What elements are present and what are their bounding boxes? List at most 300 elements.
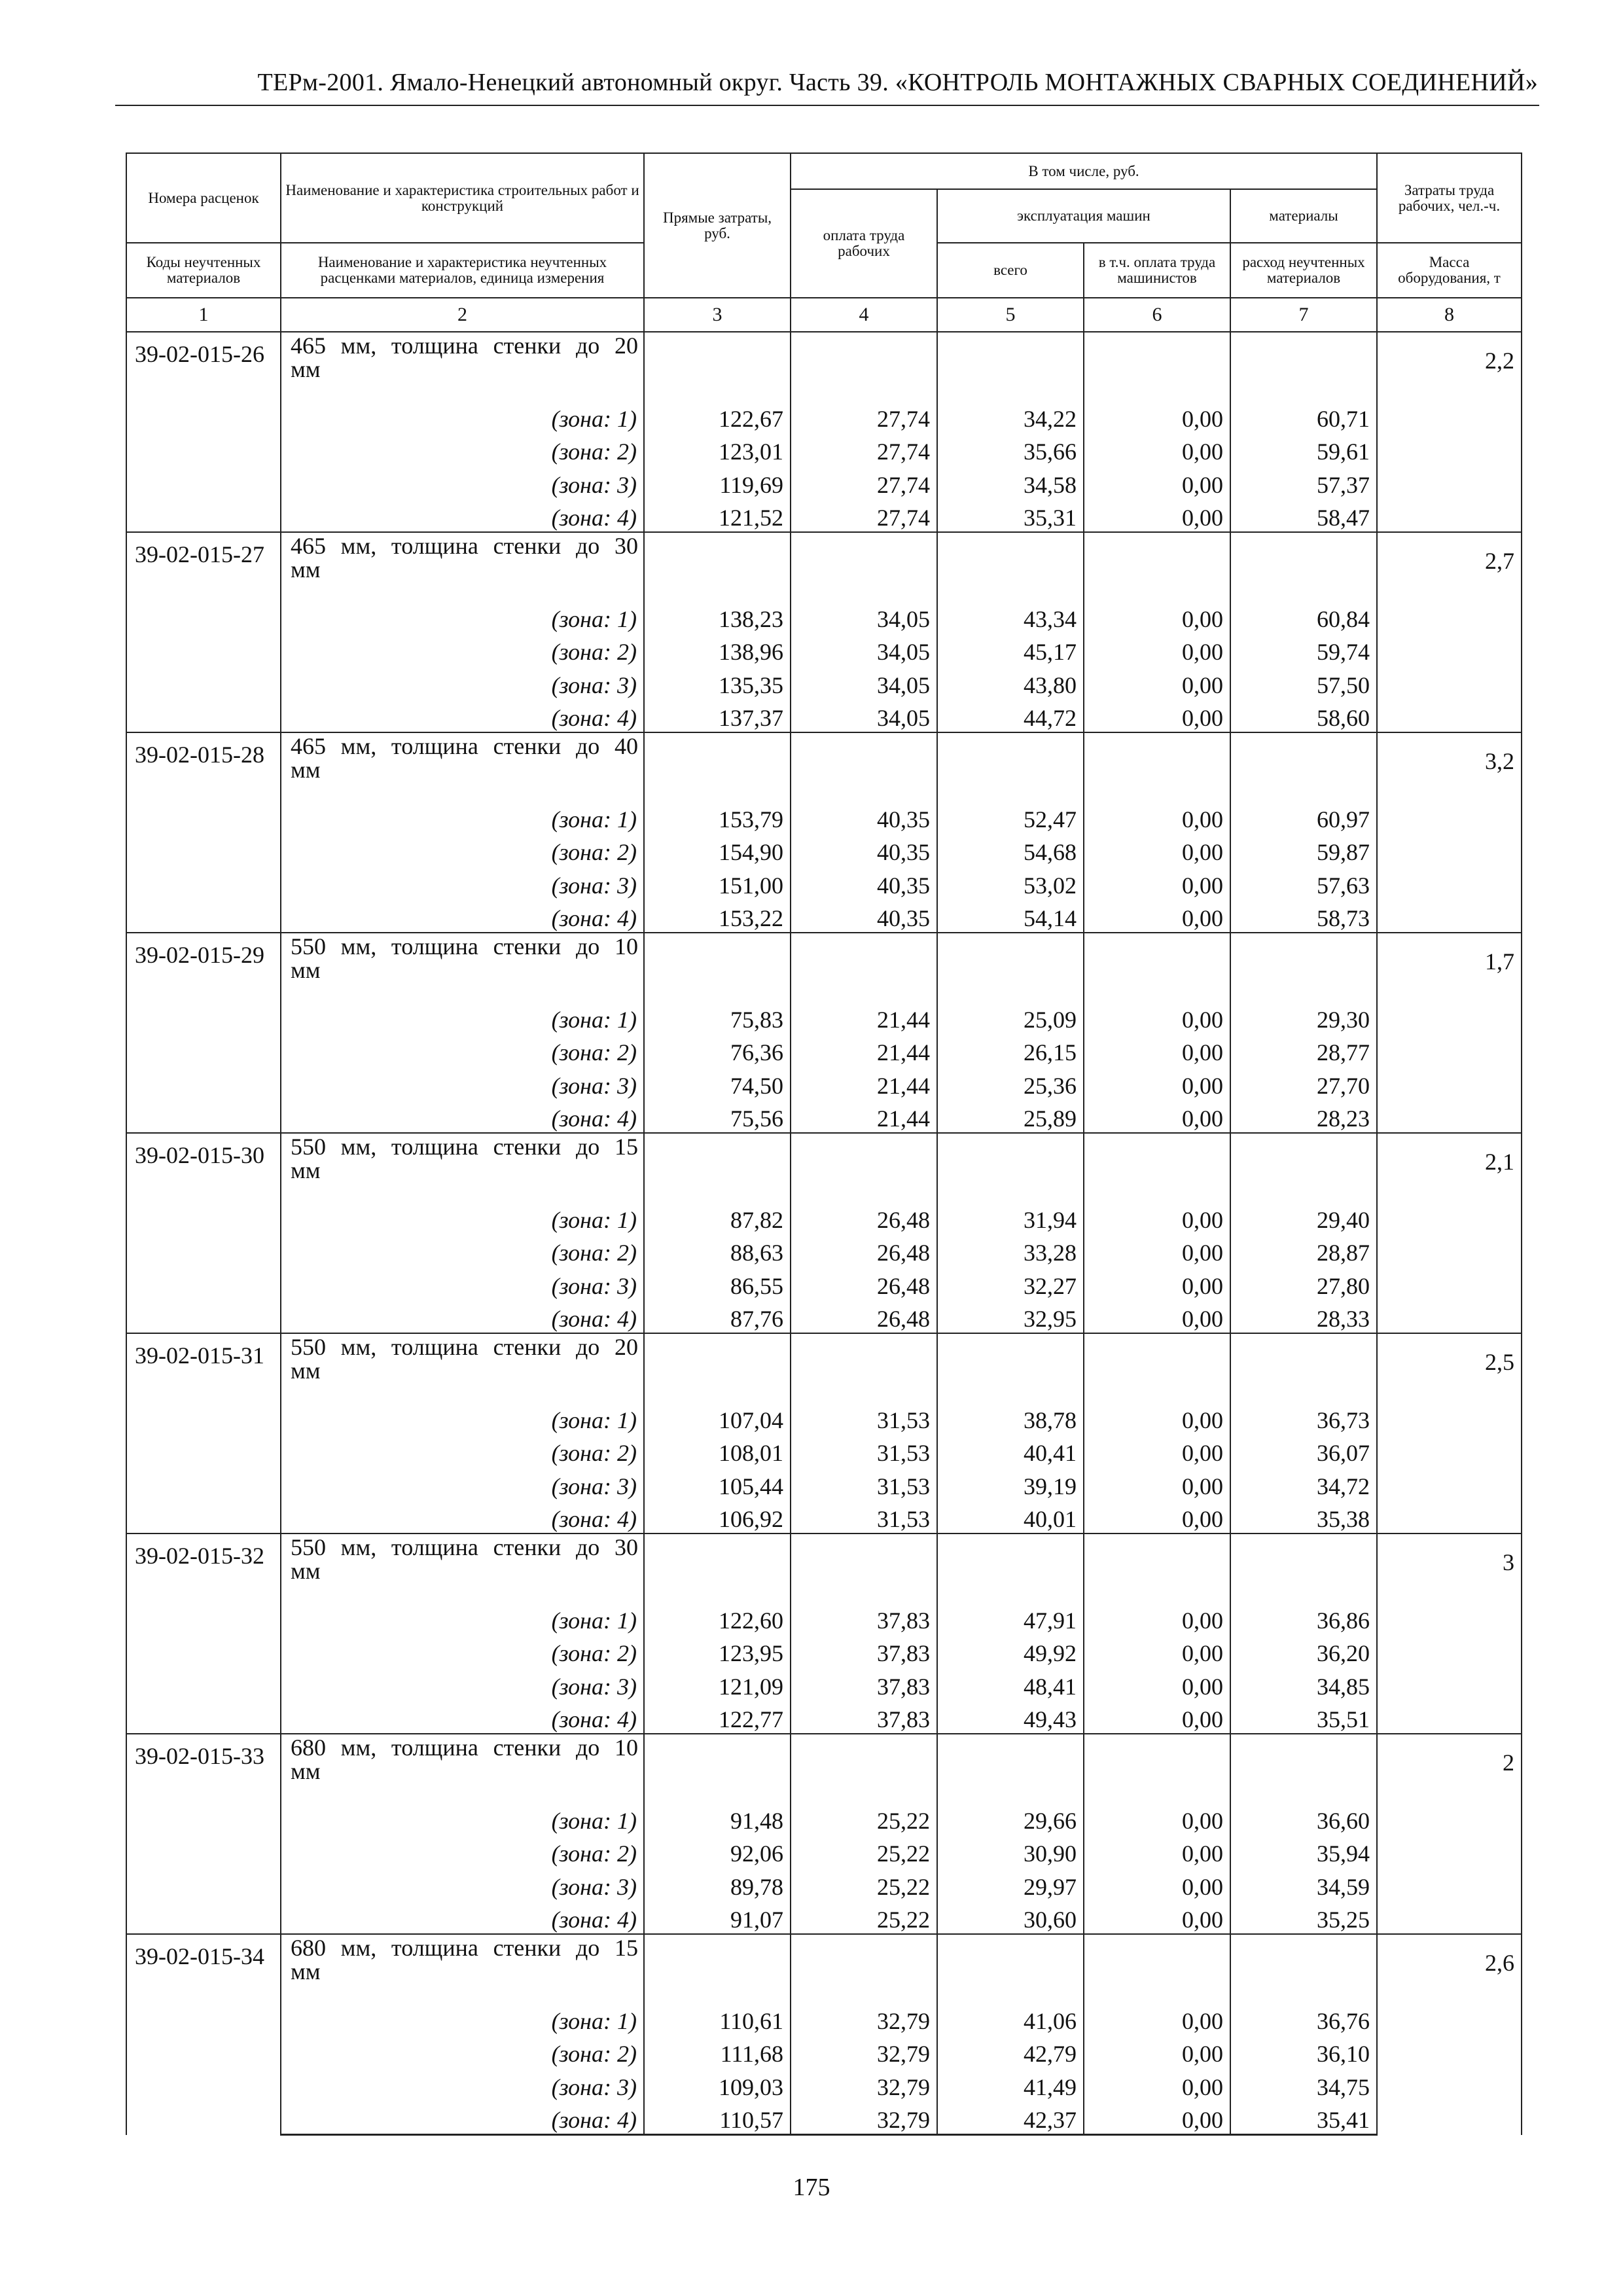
direct-costs-value: 106,92 xyxy=(644,1500,791,1534)
direct-costs-value: 91,07 xyxy=(644,1901,791,1935)
page-number: 175 xyxy=(793,2174,830,2201)
zone-label: (зона: 3) xyxy=(281,2068,644,2101)
empty-cell xyxy=(791,1934,937,2001)
direct-costs-value: 92,06 xyxy=(644,1835,791,1868)
direct-costs-value: 110,61 xyxy=(644,2001,791,2035)
table-body xyxy=(126,332,1522,2135)
zone-label: (зона: 1) xyxy=(281,2001,644,2035)
materials-value: 27,70 xyxy=(1230,1066,1377,1100)
materials-value: 60,97 xyxy=(1230,800,1377,833)
machines-total-value: 31,94 xyxy=(937,1200,1084,1234)
operator-wages-value: 0,00 xyxy=(1084,1200,1230,1234)
worker-wages-value: 32,79 xyxy=(791,2001,937,2035)
operator-wages-value: 0,00 xyxy=(1084,1867,1230,1901)
zone-label: (зона: 1) xyxy=(281,800,644,833)
operator-wages-value: 0,00 xyxy=(1084,2068,1230,2101)
direct-costs-value: 153,22 xyxy=(644,899,791,933)
work-description xyxy=(281,1734,644,1801)
zone-row xyxy=(126,499,1522,533)
machines-total-value: 43,34 xyxy=(937,600,1084,633)
worker-wages-value: 34,05 xyxy=(791,633,937,666)
empty-cell xyxy=(1230,532,1377,600)
operator-wages-value: 0,00 xyxy=(1084,899,1230,933)
worker-wages-value: 34,05 xyxy=(791,666,937,699)
empty-cell xyxy=(644,532,791,600)
machines-total-value: 29,66 xyxy=(937,1801,1084,1835)
zone-label: (зона: 3) xyxy=(281,866,644,899)
rate-entry-row xyxy=(126,1734,1522,1801)
direct-costs-value: 122,60 xyxy=(644,1601,791,1634)
zone-label: (зона: 3) xyxy=(281,1266,644,1300)
worker-wages-value: 21,44 xyxy=(791,1066,937,1100)
zone-label: (зона: 2) xyxy=(281,833,644,867)
machines-total-value: 47,91 xyxy=(937,1601,1084,1634)
zone-label: (зона: 1) xyxy=(281,1401,644,1434)
empty-cell xyxy=(644,1133,791,1200)
zone-row xyxy=(126,1601,1522,1634)
zone-row xyxy=(126,2035,1522,2068)
materials-value: 28,87 xyxy=(1230,1234,1377,1267)
materials-value: 36,20 xyxy=(1230,1634,1377,1668)
labor-cost-value: 3 xyxy=(1377,1534,1522,1734)
worker-wages-value: 37,83 xyxy=(791,1601,937,1634)
work-description xyxy=(281,1934,644,2001)
operator-wages-value: 0,00 xyxy=(1084,1700,1230,1734)
zone-row xyxy=(126,1200,1522,1234)
direct-costs-value: 138,96 xyxy=(644,633,791,666)
header-material-codes: Коды неучтенных материалов xyxy=(126,243,281,298)
materials-value: 36,10 xyxy=(1230,2035,1377,2068)
zone-label: (зона: 2) xyxy=(281,1434,644,1467)
zone-row xyxy=(126,800,1522,833)
operator-wages-value: 0,00 xyxy=(1084,866,1230,899)
work-description-unit: мм xyxy=(291,757,321,783)
zone-label: (зона: 2) xyxy=(281,2035,644,2068)
operator-wages-value: 0,00 xyxy=(1084,600,1230,633)
direct-costs-value: 105,44 xyxy=(644,1467,791,1500)
worker-wages-value: 26,48 xyxy=(791,1266,937,1300)
work-description xyxy=(281,332,644,399)
machines-total-value: 48,41 xyxy=(937,1667,1084,1700)
empty-cell xyxy=(937,1734,1084,1801)
zone-row xyxy=(126,666,1522,699)
empty-cell xyxy=(937,532,1084,600)
machines-total-value: 42,79 xyxy=(937,2035,1084,2068)
header-operator-wages: в т.ч. оплата труда машинистов xyxy=(1084,243,1230,298)
machines-total-value: 49,92 xyxy=(937,1634,1084,1668)
work-description xyxy=(281,1133,644,1200)
machines-total-value: 43,80 xyxy=(937,666,1084,699)
rate-code: 39-02-015-33 xyxy=(126,1734,281,1934)
work-description-line: 550 мм, толщина стенки до 10 xyxy=(291,933,638,960)
labor-cost-value: 2 xyxy=(1377,1734,1522,1934)
materials-value: 36,60 xyxy=(1230,1801,1377,1835)
rate-entry-row xyxy=(126,1934,1522,2001)
empty-cell xyxy=(791,532,937,600)
materials-value: 36,76 xyxy=(1230,2001,1377,2035)
zone-label: (зона: 1) xyxy=(281,600,644,633)
work-description-unit: мм xyxy=(291,1157,321,1183)
direct-costs-value: 88,63 xyxy=(644,1234,791,1267)
zone-row xyxy=(126,1100,1522,1134)
labor-cost-value: 2,5 xyxy=(1377,1333,1522,1534)
labor-cost-value: 2,1 xyxy=(1377,1133,1522,1333)
direct-costs-value: 151,00 xyxy=(644,866,791,899)
zone-label: (зона: 1) xyxy=(281,1000,644,1033)
zone-row xyxy=(126,1000,1522,1033)
machines-total-value: 35,31 xyxy=(937,499,1084,533)
zone-label: (зона: 2) xyxy=(281,1835,644,1868)
rate-code: 39-02-015-26 xyxy=(126,332,281,532)
empty-cell xyxy=(644,1333,791,1401)
direct-costs-value: 107,04 xyxy=(644,1401,791,1434)
zone-row xyxy=(126,399,1522,433)
empty-cell xyxy=(937,933,1084,1000)
materials-value: 35,51 xyxy=(1230,1700,1377,1734)
worker-wages-value: 27,74 xyxy=(791,433,937,466)
empty-cell xyxy=(644,332,791,399)
operator-wages-value: 0,00 xyxy=(1084,1601,1230,1634)
zone-row xyxy=(126,833,1522,867)
operator-wages-value: 0,00 xyxy=(1084,2101,1230,2135)
rate-entry-row xyxy=(126,1133,1522,1200)
header-material-names: Наименование и характеристика неучтенных расценками материалов, единица измерения xyxy=(281,243,644,298)
work-description-line: 465 мм, толщина стенки до 40 xyxy=(291,733,638,759)
zone-row xyxy=(126,1667,1522,1700)
machines-total-value: 34,58 xyxy=(937,465,1084,499)
zone-row xyxy=(126,1901,1522,1935)
rate-entry-row xyxy=(126,732,1522,800)
column-number: 6 xyxy=(1084,298,1230,332)
direct-costs-value: 119,69 xyxy=(644,465,791,499)
operator-wages-value: 0,00 xyxy=(1084,633,1230,666)
machines-total-value: 26,15 xyxy=(937,1033,1084,1067)
direct-costs-value: 123,95 xyxy=(644,1634,791,1668)
operator-wages-value: 0,00 xyxy=(1084,1100,1230,1134)
zone-label: (зона: 3) xyxy=(281,666,644,699)
zone-row xyxy=(126,2101,1522,2135)
empty-cell xyxy=(1084,1734,1230,1801)
rate-entry-row xyxy=(126,332,1522,399)
materials-value: 57,50 xyxy=(1230,666,1377,699)
zone-label: (зона: 3) xyxy=(281,1867,644,1901)
zone-label: (зона: 1) xyxy=(281,1200,644,1234)
direct-costs-value: 108,01 xyxy=(644,1434,791,1467)
zone-row xyxy=(126,600,1522,633)
work-description xyxy=(281,732,644,800)
header-labor-costs: Затраты труда рабочих, чел.-ч. xyxy=(1377,153,1522,243)
materials-value: 36,86 xyxy=(1230,1601,1377,1634)
empty-cell xyxy=(1230,1934,1377,2001)
price-table xyxy=(126,152,1522,2136)
work-description xyxy=(281,933,644,1000)
empty-cell xyxy=(937,1333,1084,1401)
operator-wages-value: 0,00 xyxy=(1084,399,1230,433)
column-number: 4 xyxy=(791,298,937,332)
labor-cost-value: 3,2 xyxy=(1377,732,1522,933)
empty-cell xyxy=(937,1133,1084,1200)
zone-row xyxy=(126,2068,1522,2101)
zone-label: (зона: 4) xyxy=(281,1700,644,1734)
operator-wages-value: 0,00 xyxy=(1084,1266,1230,1300)
zone-label: (зона: 4) xyxy=(281,699,644,733)
worker-wages-value: 21,44 xyxy=(791,1033,937,1067)
machines-total-value: 34,22 xyxy=(937,399,1084,433)
machines-total-value: 25,09 xyxy=(937,1000,1084,1033)
direct-costs-value: 87,76 xyxy=(644,1300,791,1334)
empty-cell xyxy=(791,1734,937,1801)
zone-row xyxy=(126,1801,1522,1835)
materials-value: 58,47 xyxy=(1230,499,1377,533)
materials-value: 36,07 xyxy=(1230,1434,1377,1467)
work-description-unit: мм xyxy=(291,1558,321,1584)
empty-cell xyxy=(1084,532,1230,600)
operator-wages-value: 0,00 xyxy=(1084,699,1230,733)
direct-costs-value: 121,52 xyxy=(644,499,791,533)
direct-costs-value: 137,37 xyxy=(644,699,791,733)
machines-total-value: 44,72 xyxy=(937,699,1084,733)
machines-total-value: 32,27 xyxy=(937,1266,1084,1300)
materials-value: 59,74 xyxy=(1230,633,1377,666)
direct-costs-value: 75,83 xyxy=(644,1000,791,1033)
operator-wages-value: 0,00 xyxy=(1084,833,1230,867)
labor-cost-value: 1,7 xyxy=(1377,933,1522,1133)
zone-label: (зона: 3) xyxy=(281,1467,644,1500)
empty-cell xyxy=(1084,1934,1230,2001)
header-materials: материалы xyxy=(1230,189,1377,243)
worker-wages-value: 40,35 xyxy=(791,866,937,899)
empty-cell xyxy=(1084,1534,1230,1601)
empty-cell xyxy=(1230,332,1377,399)
work-description-line: 680 мм, толщина стенки до 15 xyxy=(291,1935,638,1961)
materials-value: 34,59 xyxy=(1230,1867,1377,1901)
worker-wages-value: 25,22 xyxy=(791,1835,937,1868)
empty-cell xyxy=(1230,1333,1377,1401)
table-header xyxy=(126,153,1522,332)
worker-wages-value: 21,44 xyxy=(791,1100,937,1134)
direct-costs-value: 122,77 xyxy=(644,1700,791,1734)
column-number: 5 xyxy=(937,298,1084,332)
work-description-line: 465 мм, толщина стенки до 20 xyxy=(291,332,638,359)
zone-label: (зона: 2) xyxy=(281,1634,644,1668)
rate-code: 39-02-015-31 xyxy=(126,1333,281,1534)
operator-wages-value: 0,00 xyxy=(1084,1500,1230,1534)
worker-wages-value: 26,48 xyxy=(791,1234,937,1267)
direct-costs-value: 122,67 xyxy=(644,399,791,433)
materials-value: 34,75 xyxy=(1230,2068,1377,2101)
zone-row xyxy=(126,1434,1522,1467)
header-machine-operation: эксплуатация машин xyxy=(937,189,1230,243)
zone-row xyxy=(126,1234,1522,1267)
running-header-title: ТЕРм-2001. Ямало-Ненецкий автономный округ. Часть 39. «КОНТРОЛЬ МОНТАЖНЫХ СВАРНЫХ СОЕДИНЕНИЙ» xyxy=(257,69,1538,96)
worker-wages-value: 31,53 xyxy=(791,1401,937,1434)
machines-total-value: 53,02 xyxy=(937,866,1084,899)
operator-wages-value: 0,00 xyxy=(1084,1667,1230,1700)
empty-cell xyxy=(1084,732,1230,800)
rate-code: 39-02-015-27 xyxy=(126,532,281,732)
zone-label: (зона: 2) xyxy=(281,633,644,666)
materials-value: 58,73 xyxy=(1230,899,1377,933)
direct-costs-value: 123,01 xyxy=(644,433,791,466)
worker-wages-value: 32,79 xyxy=(791,2101,937,2135)
materials-value: 59,87 xyxy=(1230,833,1377,867)
operator-wages-value: 0,00 xyxy=(1084,465,1230,499)
empty-cell xyxy=(791,933,937,1000)
zone-row xyxy=(126,699,1522,733)
machines-total-value: 29,97 xyxy=(937,1867,1084,1901)
operator-wages-value: 0,00 xyxy=(1084,1901,1230,1935)
empty-cell xyxy=(644,1534,791,1601)
materials-value: 28,33 xyxy=(1230,1300,1377,1334)
machines-total-value: 54,14 xyxy=(937,899,1084,933)
materials-value: 57,37 xyxy=(1230,465,1377,499)
machines-total-value: 40,01 xyxy=(937,1500,1084,1534)
empty-cell xyxy=(644,933,791,1000)
rate-entry-row xyxy=(126,532,1522,600)
worker-wages-value: 25,22 xyxy=(791,1867,937,1901)
column-number: 8 xyxy=(1377,298,1522,332)
worker-wages-value: 40,35 xyxy=(791,899,937,933)
materials-value: 34,72 xyxy=(1230,1467,1377,1500)
worker-wages-value: 25,22 xyxy=(791,1901,937,1935)
empty-cell xyxy=(1084,1333,1230,1401)
empty-cell xyxy=(1230,1734,1377,1801)
operator-wages-value: 0,00 xyxy=(1084,2035,1230,2068)
labor-cost-value: 2,2 xyxy=(1377,332,1522,532)
direct-costs-value: 109,03 xyxy=(644,2068,791,2101)
column-number: 2 xyxy=(281,298,644,332)
work-description-unit: мм xyxy=(291,1758,321,1784)
empty-cell xyxy=(937,1534,1084,1601)
zone-label: (зона: 3) xyxy=(281,1066,644,1100)
empty-cell xyxy=(937,732,1084,800)
machines-total-value: 54,68 xyxy=(937,833,1084,867)
header-worker-wages: оплата труда рабочих xyxy=(791,189,937,298)
rate-code: 39-02-015-29 xyxy=(126,933,281,1133)
empty-cell xyxy=(791,1333,937,1401)
machines-total-value: 32,95 xyxy=(937,1300,1084,1334)
zone-row xyxy=(126,1266,1522,1300)
operator-wages-value: 0,00 xyxy=(1084,1434,1230,1467)
work-description-line: 680 мм, толщина стенки до 10 xyxy=(291,1734,638,1761)
machines-total-value: 45,17 xyxy=(937,633,1084,666)
worker-wages-value: 31,53 xyxy=(791,1500,937,1534)
empty-cell xyxy=(791,732,937,800)
operator-wages-value: 0,00 xyxy=(1084,1467,1230,1500)
column-number: 1 xyxy=(126,298,281,332)
zone-row xyxy=(126,1867,1522,1901)
header-work-name: Наименование и характеристика строительных работ и конструкций xyxy=(281,153,644,243)
empty-cell xyxy=(1084,332,1230,399)
work-description xyxy=(281,1534,644,1601)
materials-value: 28,77 xyxy=(1230,1033,1377,1067)
operator-wages-value: 0,00 xyxy=(1084,499,1230,533)
empty-cell xyxy=(937,332,1084,399)
operator-wages-value: 0,00 xyxy=(1084,1033,1230,1067)
machines-total-value: 25,36 xyxy=(937,1066,1084,1100)
machines-total-value: 41,06 xyxy=(937,2001,1084,2035)
operator-wages-value: 0,00 xyxy=(1084,1634,1230,1668)
header-rule xyxy=(115,105,1539,106)
empty-cell xyxy=(937,1934,1084,2001)
zone-row xyxy=(126,465,1522,499)
machines-total-value: 25,89 xyxy=(937,1100,1084,1134)
machines-total-value: 30,60 xyxy=(937,1901,1084,1935)
worker-wages-value: 26,48 xyxy=(791,1300,937,1334)
materials-value: 34,85 xyxy=(1230,1667,1377,1700)
empty-cell xyxy=(791,1133,937,1200)
worker-wages-value: 34,05 xyxy=(791,699,937,733)
materials-value: 35,41 xyxy=(1230,2101,1377,2135)
work-description xyxy=(281,532,644,600)
zone-label: (зона: 4) xyxy=(281,1500,644,1534)
worker-wages-value: 31,53 xyxy=(791,1467,937,1500)
zone-row xyxy=(126,1467,1522,1500)
operator-wages-value: 0,00 xyxy=(1084,1300,1230,1334)
direct-costs-value: 153,79 xyxy=(644,800,791,833)
machines-total-value: 41,49 xyxy=(937,2068,1084,2101)
machines-total-value: 52,47 xyxy=(937,800,1084,833)
operator-wages-value: 0,00 xyxy=(1084,1066,1230,1100)
column-number: 3 xyxy=(644,298,791,332)
zone-label: (зона: 2) xyxy=(281,1234,644,1267)
machines-total-value: 35,66 xyxy=(937,433,1084,466)
zone-row xyxy=(126,1401,1522,1434)
materials-value: 59,61 xyxy=(1230,433,1377,466)
direct-costs-value: 138,23 xyxy=(644,600,791,633)
operator-wages-value: 0,00 xyxy=(1084,1000,1230,1033)
zone-label: (зона: 3) xyxy=(281,1667,644,1700)
empty-cell xyxy=(1230,732,1377,800)
empty-cell xyxy=(644,1934,791,2001)
materials-value: 29,30 xyxy=(1230,1000,1377,1033)
zone-label: (зона: 1) xyxy=(281,399,644,433)
worker-wages-value: 32,79 xyxy=(791,2068,937,2101)
direct-costs-value: 74,50 xyxy=(644,1066,791,1100)
direct-costs-value: 111,68 xyxy=(644,2035,791,2068)
header-rate-numbers: Номера расценок xyxy=(126,153,281,243)
header-machines-total: всего xyxy=(937,243,1084,298)
machines-total-value: 30,90 xyxy=(937,1835,1084,1868)
materials-value: 29,40 xyxy=(1230,1200,1377,1234)
zone-label: (зона: 4) xyxy=(281,899,644,933)
zone-label: (зона: 1) xyxy=(281,1601,644,1634)
empty-cell xyxy=(1084,1133,1230,1200)
rate-code: 39-02-015-32 xyxy=(126,1534,281,1734)
direct-costs-value: 75,56 xyxy=(644,1100,791,1134)
work-description-line: 550 мм, толщина стенки до 15 xyxy=(291,1134,638,1160)
direct-costs-value: 76,36 xyxy=(644,1033,791,1067)
work-description-unit: мм xyxy=(291,356,321,382)
worker-wages-value: 37,83 xyxy=(791,1634,937,1668)
materials-value: 35,38 xyxy=(1230,1500,1377,1534)
worker-wages-value: 40,35 xyxy=(791,800,937,833)
operator-wages-value: 0,00 xyxy=(1084,1801,1230,1835)
worker-wages-value: 32,79 xyxy=(791,2035,937,2068)
work-description-unit: мм xyxy=(291,957,321,983)
rate-entry-row xyxy=(126,933,1522,1000)
header-including: В том числе, руб. xyxy=(791,153,1377,189)
machines-total-value: 39,19 xyxy=(937,1467,1084,1500)
materials-value: 35,25 xyxy=(1230,1901,1377,1935)
zone-label: (зона: 3) xyxy=(281,465,644,499)
worker-wages-value: 27,74 xyxy=(791,499,937,533)
machines-total-value: 38,78 xyxy=(937,1401,1084,1434)
direct-costs-value: 86,55 xyxy=(644,1266,791,1300)
operator-wages-value: 0,00 xyxy=(1084,1835,1230,1868)
machines-total-value: 49,43 xyxy=(937,1700,1084,1734)
zone-label: (зона: 1) xyxy=(281,1801,644,1835)
